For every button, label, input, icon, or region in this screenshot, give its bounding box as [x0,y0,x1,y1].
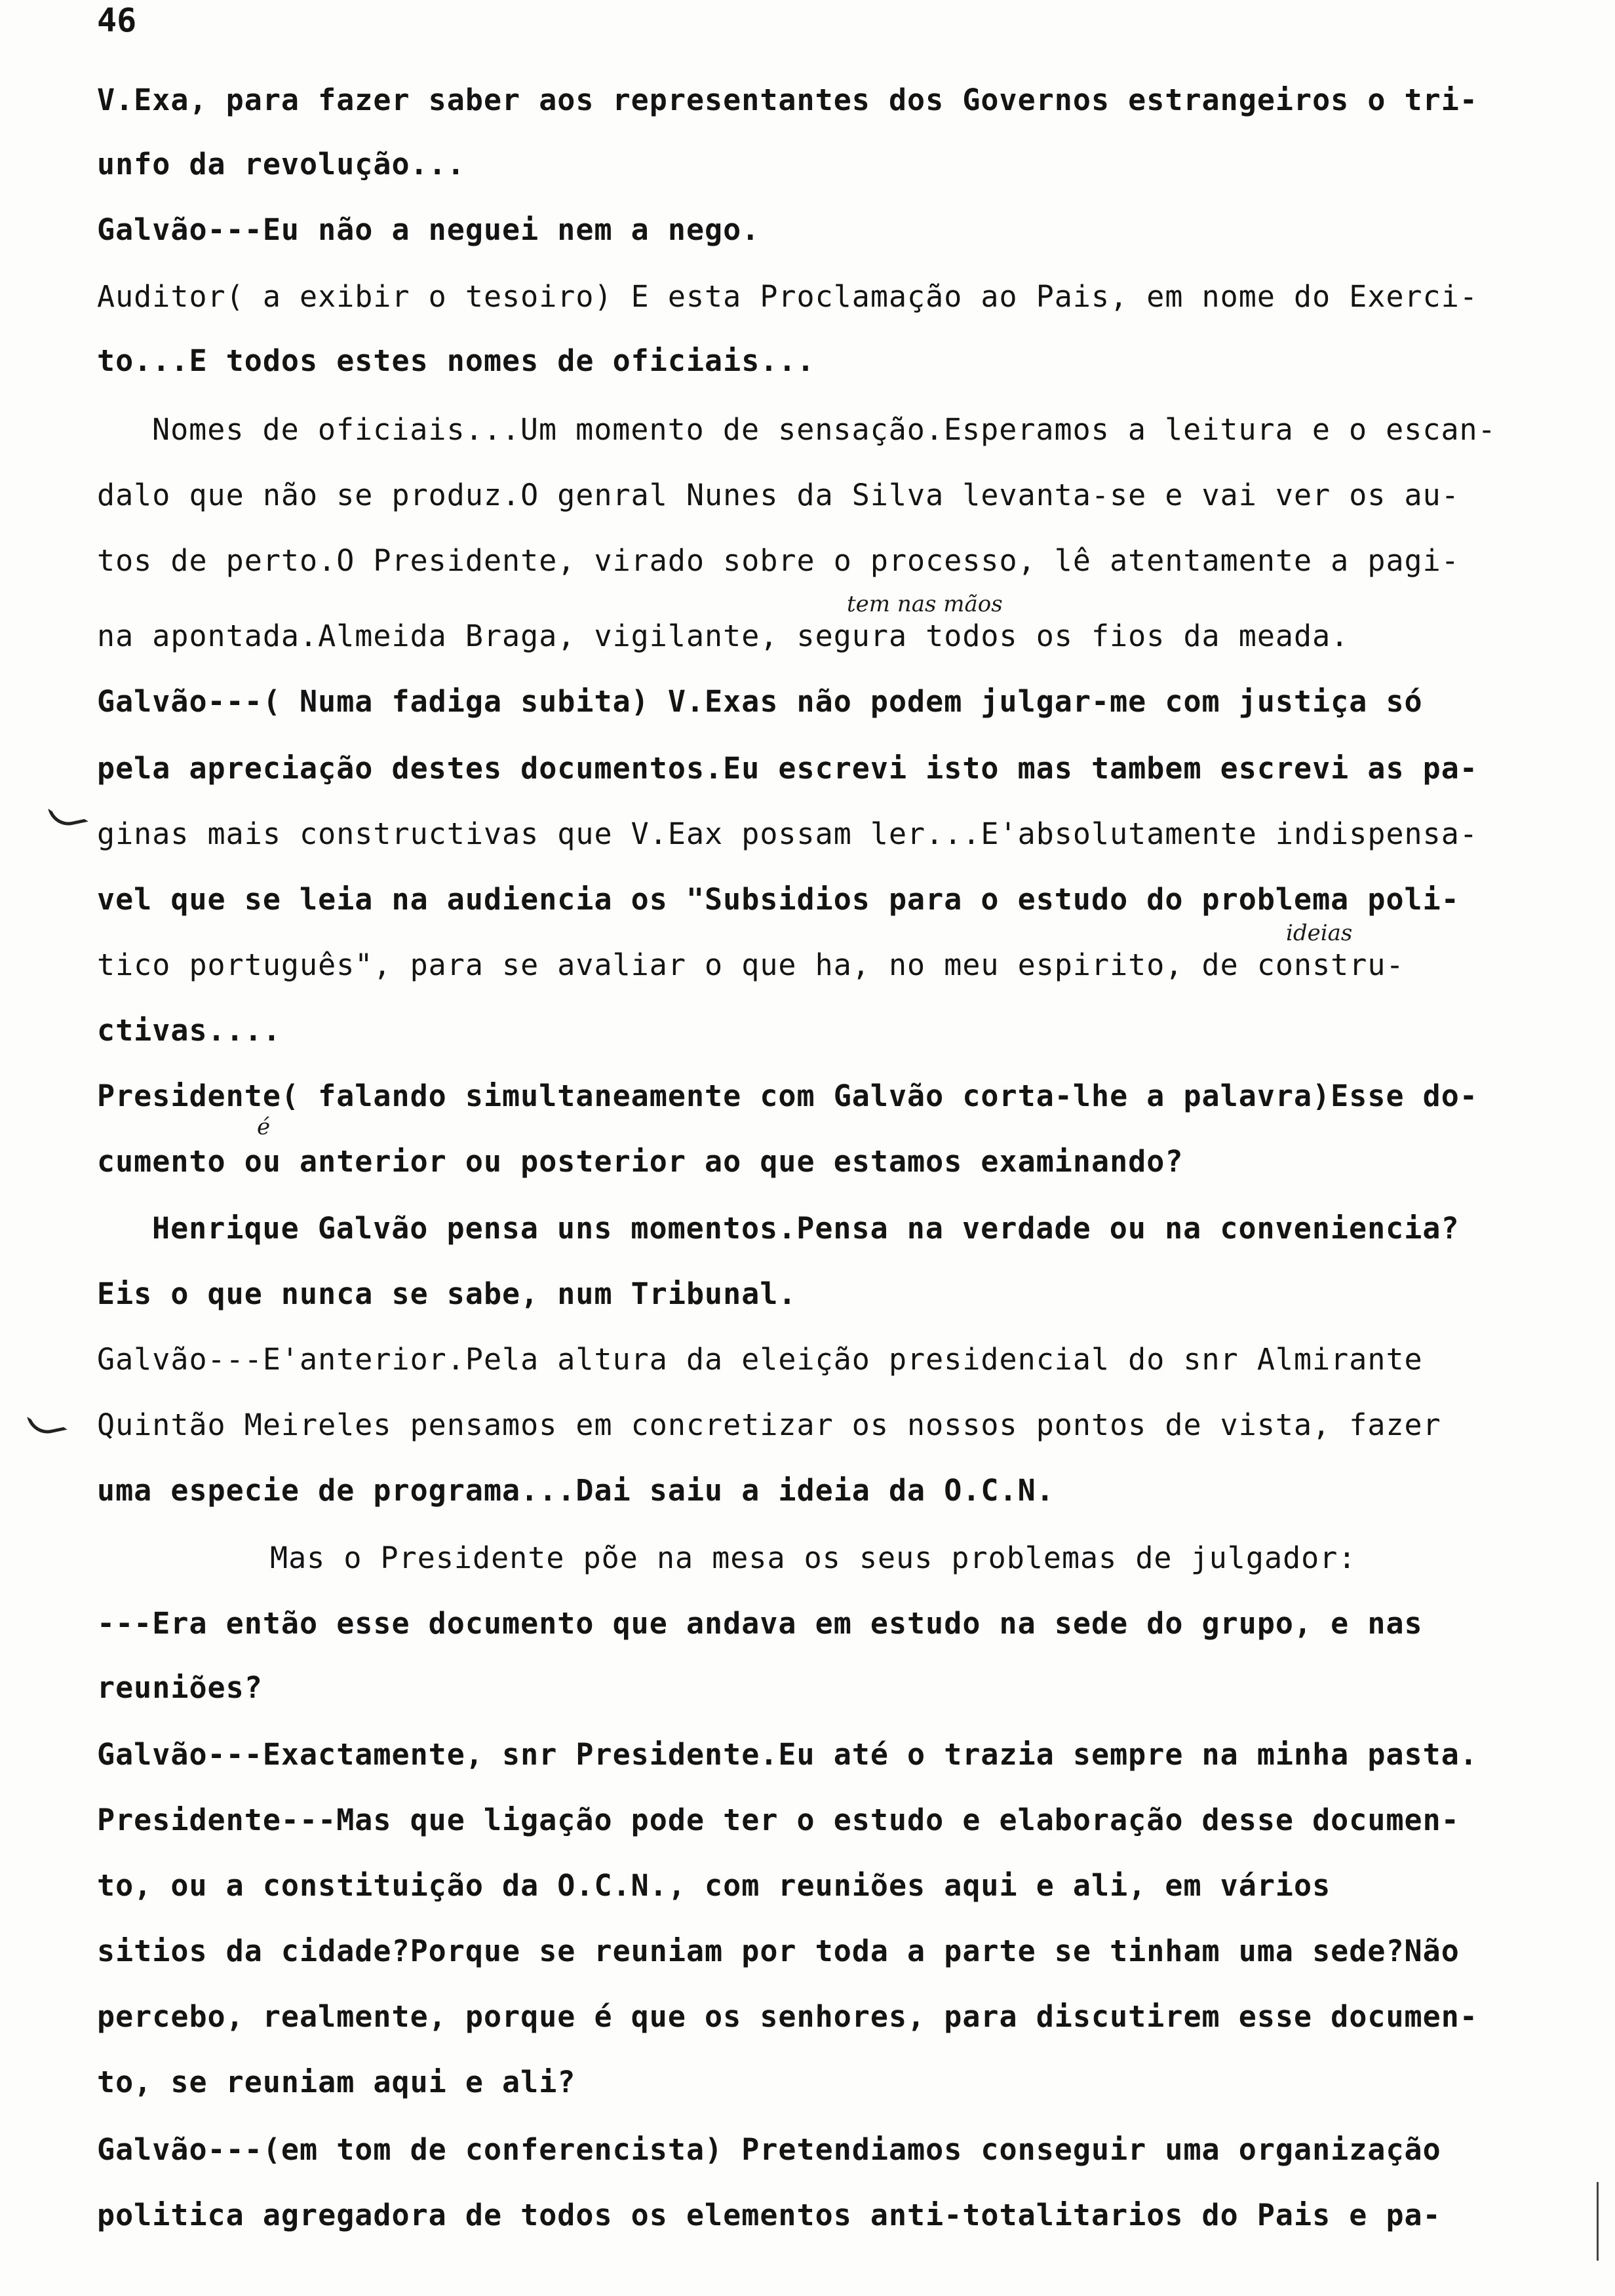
text-line: dalo que não se produz.O genral Nunes da Silva levanta-se e vai ver os au- [97,478,1460,512]
page-number: 46 [97,1,137,39]
text-line: pela apreciação destes documentos.Eu escrevi isto mas tambem escrevi as pa- [97,751,1478,786]
text-line: percebo, realmente, porque é que os senhores, para discutirem esse documen- [97,1999,1478,2034]
text-line: ctivas.... [97,1013,281,1048]
text-line: ---Era então esse documento que andava em estudo na sede do grupo, e nas [97,1606,1423,1641]
text-line: Eis o que nunca se sabe, num Tribunal. [97,1276,797,1311]
text-line: to, ou a constituição da O.C.N., com reuniões aqui e ali, em vários [97,1868,1331,1903]
text-line: na apontada.Almeida Braga, vigilante, segura todos os fios da meada. [97,619,1350,653]
text-line: Presidente---Mas que ligação pode ter o estudo e elaboração desse documen- [97,1803,1460,1837]
text-line: Auditor( a exibir o tesoiro) E esta Proclamação ao Pais, em nome do Exerci- [97,279,1478,314]
edge-mark [1597,2182,1599,2261]
text-line: Mas o Presidente põe na mesa os seus problemas de julgador: [270,1540,1357,1575]
text-line: politica agregadora de todos os elementos anti-totalitarios do Pais e pa- [97,2198,1441,2232]
margin-bracket-mark [48,801,88,830]
handwritten-annotation: ideias [1286,920,1353,946]
text-line: vel que se leia na audiencia os "Subsidios para o estudo do problema poli- [97,882,1460,917]
text-line: tico português", para se avaliar o que ha, no meu espirito, de constru- [97,947,1405,982]
text-line: ginas mais constructivas que V.Eax possam ler...E'absolutamente indispensa- [97,816,1478,851]
text-line: Nomes de oficiais...Um momento de sensação.Esperamos a leitura e o escan- [152,412,1496,447]
text-line: sitios da cidade?Porque se reuniam por toda a parte se tinham uma sede?Não [97,1934,1460,1968]
text-line: Presidente( falando simultaneamente com Galvão corta-lhe a palavra)Esse do- [97,1079,1478,1113]
text-line: Galvão---Exactamente, snr Presidente.Eu até o trazia sempre na minha pasta. [97,1737,1478,1772]
text-line: unfo da revolução... [97,147,465,182]
text-line: Galvão---(em tom de conferencista) Pretendiamos conseguir uma organização [97,2132,1441,2167]
text-line: Quintão Meireles pensamos em concretizar os nossos pontos de vista, fazer [97,1407,1441,1442]
text-line: Galvão---Eu não a neguei nem a nego. [97,212,760,247]
text-line: Henrique Galvão pensa uns momentos.Pensa na verdade ou na conveniencia? [152,1211,1460,1246]
text-line: to, se reuniam aqui e ali? [97,2065,576,2099]
text-line: cumento ou anterior ou posterior ao que estamos examinando? [97,1144,1184,1179]
text-line: Galvão---( Numa fadiga subita) V.Exas não podem julgar-me com justiça só [97,684,1423,719]
text-line: Galvão---E'anterior.Pela altura da eleição presidencial do snr Almirante [97,1342,1423,1377]
text-line: to...E todos estes nomes de oficiais... [97,343,815,378]
text-line: uma especie de programa...Dai saiu a ideia da O.C.N. [97,1473,1055,1508]
handwritten-annotation: é [257,1114,271,1140]
handwritten-annotation: tem nas mãos [847,591,1003,617]
margin-bracket-mark [27,1409,67,1438]
text-line: V.Exa, para fazer saber aos representantes dos Governos estrangeiros o tri- [97,83,1478,117]
text-line: tos de perto.O Presidente, virado sobre o processo, lê atentamente a pagi- [97,543,1460,578]
text-line: reuniões? [97,1670,263,1705]
